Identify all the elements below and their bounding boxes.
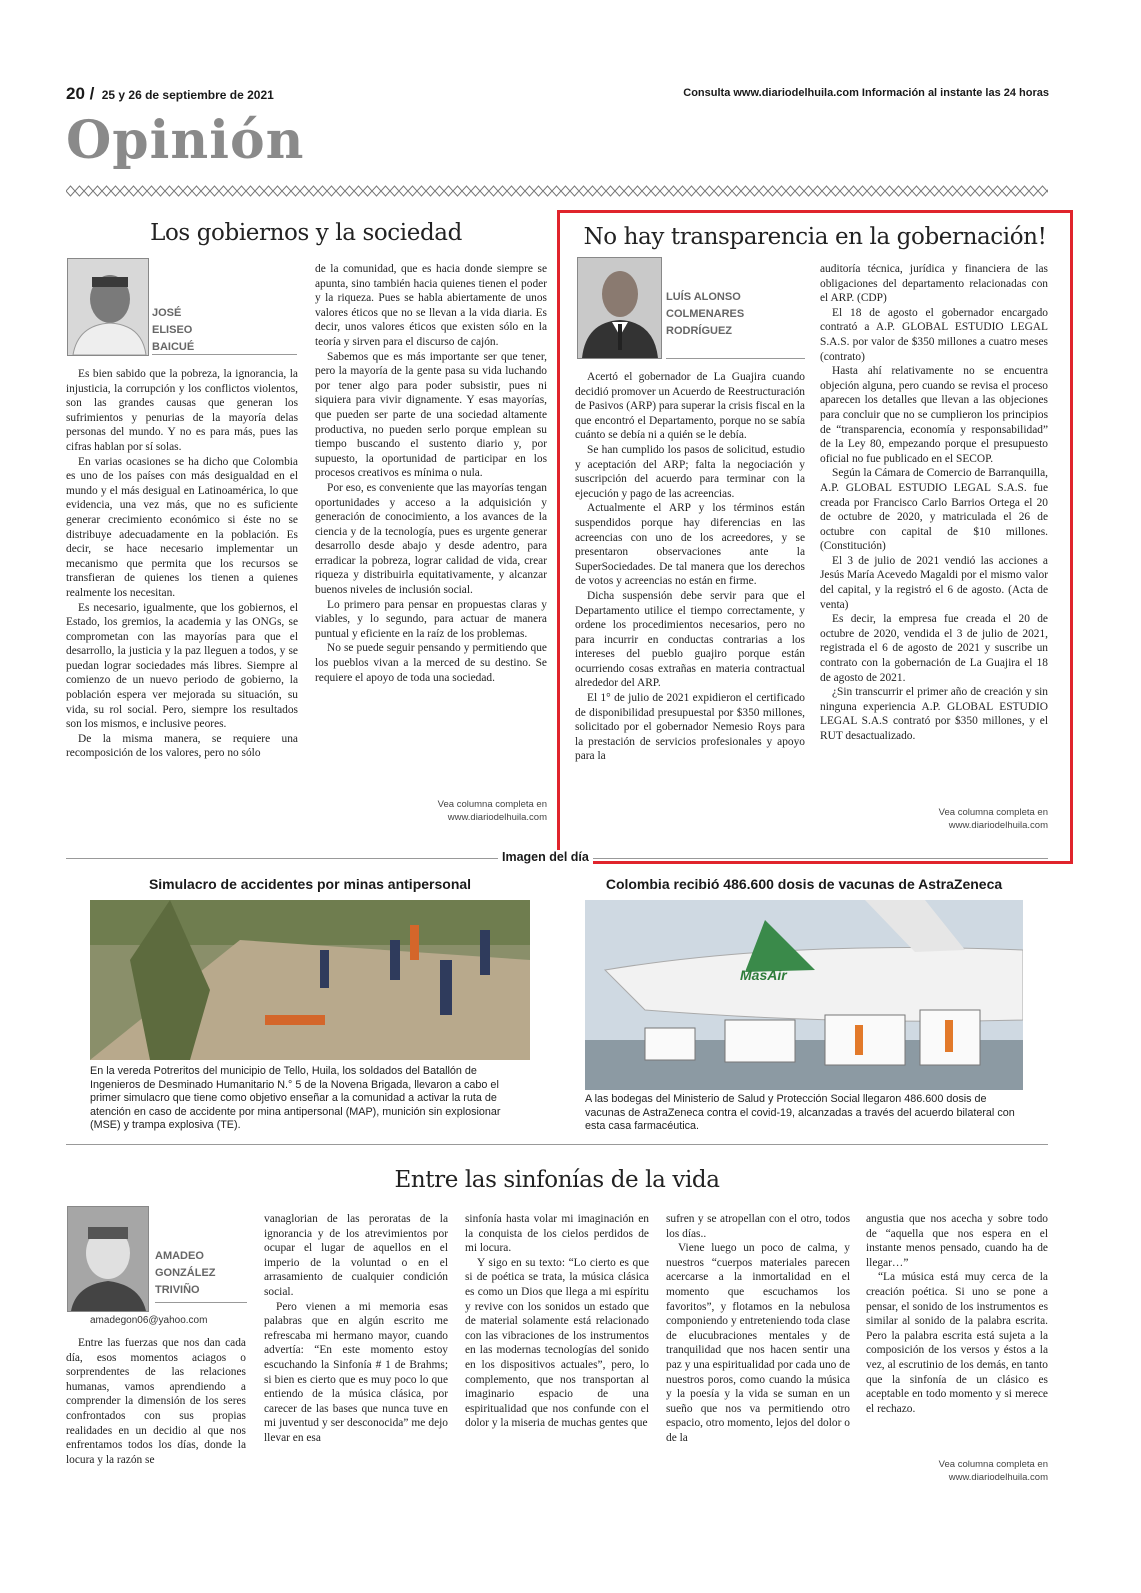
article3-col3: sinfonía hasta volar mi imaginación en la conquista de los cielos perdidos de mi locura. Y sigo en su texto: “Lo cierto es que si de poética se trata, la música clásica es como un Dios que llega a mi espíritu y revive con los sonidos un estado que de material solamente está relacionado con las vibraciones de los instrumentos en las modernas tecnologías del sonido en los dispositivos actuales”, pero, lo complemento, que nos transportan al imaginario espacio de una espiritualidad que nos confunde con el dolor y la miseria de muchas gentes que [465,1213,649,1430]
author-name: LUÍS ALONSO COLMENARES RODRÍGUEZ [666,291,745,337]
author-photo [67,258,149,356]
article2-col1: Acertó el gobernador de La Guajira cuando decidió promover un Acuerdo de Reestructuración de Pasivos (ARP) para superar la crisis fiscal en la que encontró el Departamento, porque no se sabía cuánto se debía ni a quién se le debía. Se han cumplido los pasos de solicitud, estudio y aceptación del ARP; falta la negociación y suscripción del acuerdo para terminar con la ejecución y pago de las acreencias. Actualmente el ARP y los términos están suspendidos porque hay diferencias en las acreencias con uno de los acreedores, y se presentaron observaciones ante la SuperSociedades. De tal manera que los derechos de votos y acreencias no están en firme. Dicha suspensión debe servir para que el Departamento utilice el tiempo correctamente, y ordene los procedimientos necesarios, pero no para incurrir en conductas contrarias a los intereses del pueblo guajiro porque están ocurriendo cosas extrañas en materia contractual alrededor del ARP. El 1° de julio de 2021 expidieron el certificado de disponibilidad presupuestal por $350 millones, solicitado por el gobernador Nemesio Roys para la prestación de servicios profesionales y apoyo para la [575,371,805,763]
article2-title: No hay transparencia en la gobernación! [583,224,1047,250]
author-rule [152,354,297,355]
article3-col1: Entre las fuerzas que nos dan cada día, esos momentos aciagos o sorprendentes de las relaciones humanas, vamos aprendiendo a comprender la dimensión de los seres confrontados con sus propias realidades en un decidio al que nos enfrentamos todos los días, donde la locura y la razón se [66,1337,246,1466]
article1-col2: de la comunidad, que es hacia donde siempre se apunta, sino también hacia quienes tienen el poder y la riqueza. Pues se habla abiertamente de unos valores éticos que no se llevan a la vida diaria. Es decir, unos valores éticos que existen sólo en la teoría y sirven para el discurso de cajón. Sabemos que es más importante ser que tener, pero la mayoría de la gente pasa su vida luchando por tener algo para poder subsistir, pues ni siquiera para vivir dignamente. Y esas mayorías, que pueden ser parte de una sociedad altamente productiva, no pueden serlo porque emplean su tiempo buscando el sustento diario y, por supuesto, la oportunidad de participar en los procesos creativos es mínima o nula. Por eso, es conveniente que las mayorías tengan oportunidades y acceso a la adquisición y generación de conocimiento, a los avances de la ciencia y de la tecnología, pues es urgente generar desarrollo desde abajo y desde adentro, para erradicar la pobreza, lograr calidad de vida, crear riqueza y distribuirla equitativamente, y alcanzar buenos niveles de inclusión social. Lo primero para pensar en propuestas claras y viables, y lo segundo, para actuar de manera puntual y eficiente en la raíz de los problemas. No se puede seguir pensando y permitiendo que los pueblos vivan a la merced de su destino. Se requiere el apoyo de toda una sociedad. [315,263,547,684]
author-rule [666,358,805,359]
image-of-day-label: Imagen del día [498,850,593,864]
article2-col2: auditoría técnica, jurídica y financiera de las obligaciones del departamento relacionadas con el ARP. (CDP) El 18 de agosto el gobernador encargado contrató a A.P. GLOBAL ESTUDIO LEGAL S.A.S. por valor de $350 millones a cuatro meses (contrato) Hasta ahí relativamente no se encuentra objeción alguna, pero cuando se revisa el proceso aparecen los detalles que llevan a las objeciones para concluir que no se cumplieron los principios de “transparencia, economía y responsabilidad” de la Ley 80, empezando porque el presupuesto oficial no fue publicado en el SECOP. Según la Cámara de Comercio de Barranquilla, A.P. GLOBAL ESTUDIO LEGAL S.A.S. fue creada por Francisco Carlo Barrios Ortega el 20 de octubre de 2020, y matriculada el 26 de octubre con capital de $10 millones. (Constitución) El 3 de julio de 2021 vendió las acciones a Jesús María Acevedo Magaldi por el mismo valor del capital, y la registró el 6 de agosto. (Acta de venta) Es decir, la empresa fue creada el 20 de octubre de 2020, vendida el 3 de julio de 2021, registrada el 6 de agosto de 2021 y suscribe un contrato con la gobernación de La Guajira el 18 de agosto de 2021. ¿Sin transcurrir el primer año de creación y sin ninguna experiencia A.P. GLOBAL ESTUDIO LEGAL S.A.S contrató por $350 millones, y el RUT desactualizado. [820,263,1048,742]
article3-title: Entre las sinfonías de la vida [394,1167,720,1193]
photo-right-caption: A las bodegas del Ministerio de Salud y Protección Social llegaron 486.600 dosis de vacunas de AstraZeneca contra el covid-19, alcanzadas a través del acuerdo bilateral con esta casa farmacéutica. [585,1093,1015,1132]
page-header-left [66,84,274,104]
author-email[interactable]: amadegon06@yahoo.com [90,1315,208,1326]
author-photo [577,257,662,359]
site-tagline: Consulta www.diariodelhuila.com Información al instante las 24 horas [683,87,1049,99]
page-number: 20 / [66,84,95,103]
section-rule [66,1144,1048,1145]
photo-right-title: Colombia recibió 486.600 dosis de vacunas de AstraZeneca [605,876,1003,892]
photo-left-caption: En la vereda Potreritos del municipio de Tello, Huila, los soldados del Batallón de Ingenieros de Desminado Humanitario N.° 5 de la Novena Brigada, llevaron a cabo el primer simulacro que tiene como objetivo enseñar a la comunidad a activar la ruta de atención en caso de accidente por mina antipersonal (MAP), munición sin explosionar (MSE) y trampa explosiva (TE). [90,1065,501,1131]
plane-logo-text: MasAir [740,967,787,983]
section-title: Opinión [66,110,305,171]
author-photo [67,1206,149,1312]
photo-demining-drill [90,900,530,1060]
issue-date: 25 y 26 de septiembre de 2021 [101,88,274,102]
article3-col2: vanaglorian de las peroratas de la ignorancia y de los atrevimientos por ocupar el lugar de aquellos en el imperio de la voluntad o en el arrasamiento de cualquier condición social. Pero vienen a mi memoria esas palabras que en algún escrito me refrescaba mi hermano mayor, cuando advertía: “En este momento estoy escuchando la Sinfonía # 1 de Brahms; si bien es cierto que es muy poco lo que entiendo de la música clásica, por carecer de las bases que nunca tuve en mi juventud y ser desconocida” me dejo llevar en esa [264,1213,448,1444]
author-name: JOSÉ ELISEO BAICUÉ [152,307,195,353]
article2-see-more[interactable]: Vea columna completa en www.diariodelhuila.com [938,807,1048,831]
article3-col5: angustia que nos acecha y sobre todo de “aquella que nos espera en el instante menos pensado, cuando ha de llegar…” “La música está muy cerca de la creación poética. Si uno se pone a pensar, el sonido de los instrumentos es similar al sonido de la palabra escrita. Pero la palabra escrita está sujeta a la composición de los versos y éstos a la vez, al escrutinio de los demás, en tanto que la sinfonía de un clásico es aceptable en todo momento y si merece el rechazo. [866,1213,1048,1415]
article1-see-more[interactable]: Vea columna completa en www.diariodelhuila.com [437,799,547,823]
author-rule [155,1302,247,1303]
article3-see-more[interactable]: Vea columna completa en www.diariodelhuila.com [938,1459,1048,1483]
article1-col1: Es bien sabido que la pobreza, la ignorancia, la injusticia, la corrupción y los conflictos violentos, son las grandes causas que generan los sufrimientos y penurias de la mayoría delas personas del mundo. Y no es para más, pues las cifras hablan por sí solas. En varias ocasiones se ha dicho que Colombia es uno de los países con más desigualdad en el mundo y el más desigual en Latinoamérica, lo que evidencia, una vez más, que no es suficiente generar crecimiento económico si éste no se distribuye adecuadamente en la población. Es decir, se hace necesario implementar un mecanismo que permita que los recursos se transfieran de quienes los tienen a quienes realmente los necesitan. Es necesario, igualmente, que los gobiernos, el Estado, los gremios, la academia y las ONGs, se comprometan con las mayorías para que el desarrollo, la justicia y la paz lleguen a todos, y se puedan lograr sociedades más libres. Siempre al comienzo de un nuevo periodo de gobierno, la población espera ver mejorada su situación, su vida, su rol social. Pero, siempre los resultados son los mismos, e inclusive peores. De la misma manera, se requiere una recomposición de los valores, pero no sólo [66,368,298,760]
article1-title: Los gobiernos y la sociedad [150,220,462,246]
photo-vaccine-arrival [585,900,1023,1090]
decorative-divider [66,185,1048,197]
author-name: AMADEO GONZÁLEZ TRIVIÑO [155,1250,216,1296]
photo-left-title: Simulacro de accidentes por minas antipersonal [148,876,472,892]
article3-col4: sufren y se atropellan con el otro, todos los días.. Viene luego un poco de calma, y nuestros “cuerpos materiales parecen acercarse a la inmortalidad en el momento que escuchamos los favoritos”, y flotamos en la nebulosa componiendo y entreteniendo toda clase de elucubraciones mentales y de tranquilidad que nos hacen sentir una paz y una espiritualidad por cada uno de nuestros poros, como cuando la música y la poesía y la vida se suman en un sueño que nos va permitiendo otro espacio, otro momento, lejos del dolor o de la [666,1213,850,1444]
